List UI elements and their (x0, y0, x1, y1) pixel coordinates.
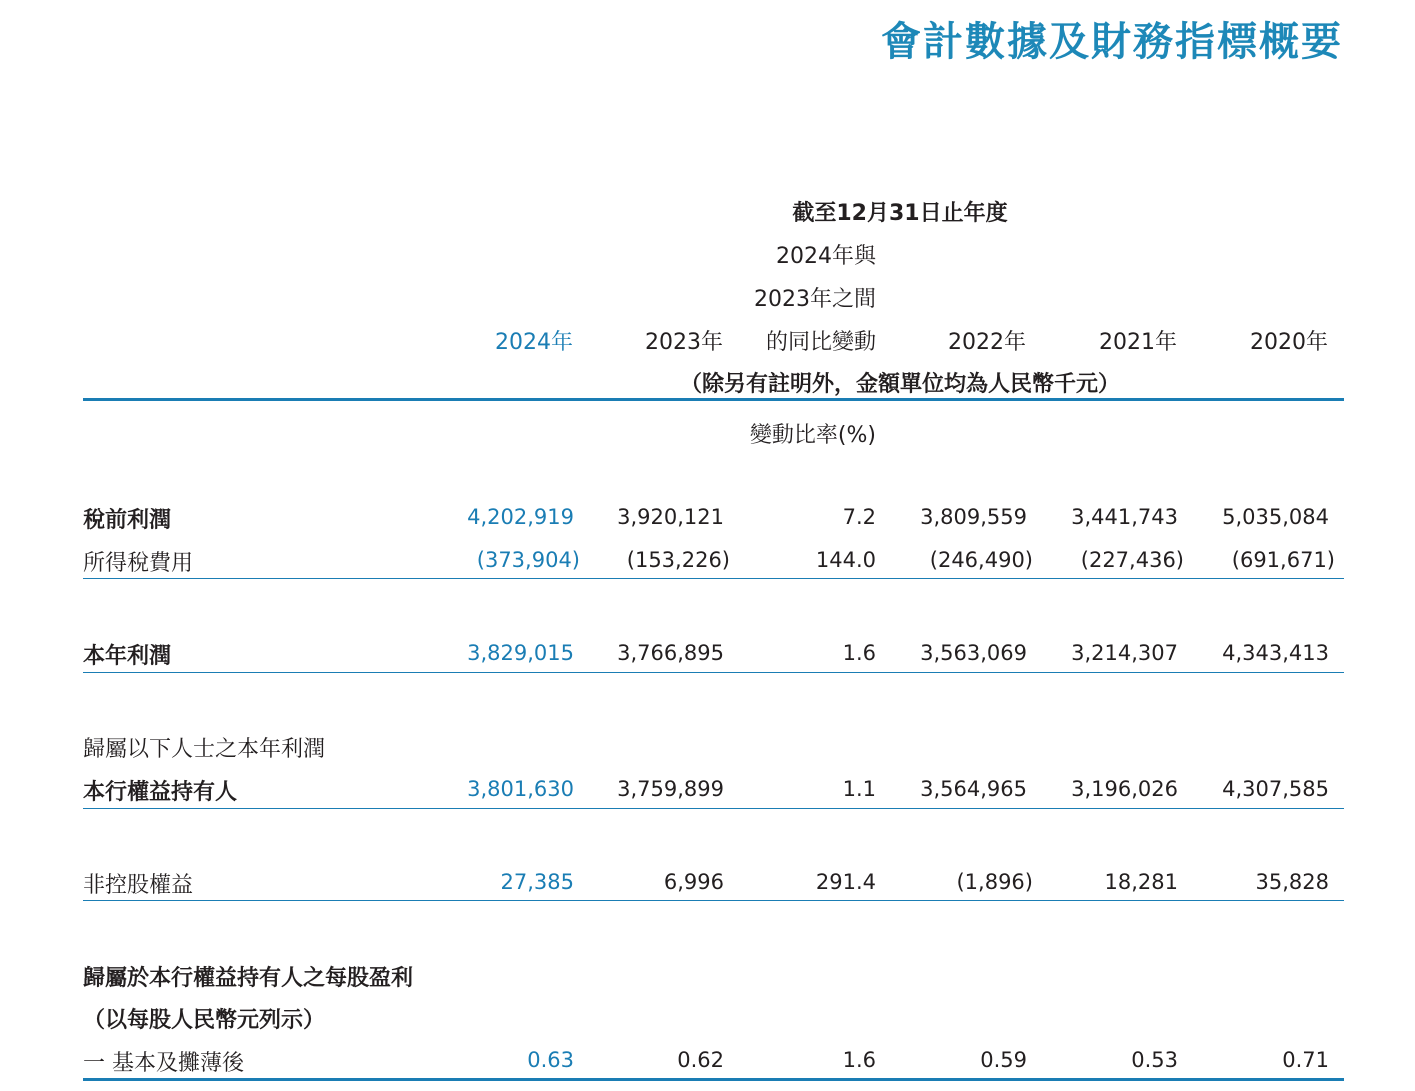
row-divider (83, 900, 1344, 901)
group-label-eps: 歸屬於本行權益持有人之每股盈利 (83, 966, 414, 991)
cell-change: 7.2 (842, 505, 876, 529)
cell-2022: (246,490) (929, 548, 1033, 572)
cell-2024: 0.63 (527, 1048, 574, 1072)
cell-2024: 27,385 (500, 870, 574, 894)
group-sublabel-eps-unit: （以每股人民幣元列示） (83, 1008, 326, 1033)
cell-2022: 3,563,069 (920, 641, 1027, 665)
row-label-non-controlling: 非控股權益 (83, 873, 194, 898)
header-rule (83, 398, 1344, 401)
col-header-2024: 2024年 (495, 330, 573, 355)
cell-2023: 3,759,899 (617, 777, 724, 801)
cell-2024: (373,904) (476, 548, 580, 572)
cell-2023: 3,766,895 (617, 641, 724, 665)
table-bottom-rule (83, 1078, 1344, 1081)
cell-2022: (1,896) (956, 870, 1033, 894)
cell-2020: 4,343,413 (1222, 641, 1329, 665)
cell-change: 1.1 (842, 777, 876, 801)
change-header-line1: 2024年與 (776, 244, 876, 269)
cell-2022: 3,564,965 (920, 777, 1027, 801)
cell-change: 291.4 (815, 870, 876, 894)
col-header-2023: 2023年 (645, 330, 723, 355)
change-header-line3: 的同比變動 (765, 330, 876, 355)
col-header-2021: 2021年 (1099, 330, 1177, 355)
cell-2020: 5,035,084 (1222, 505, 1329, 529)
cell-2020: 4,307,585 (1222, 777, 1329, 801)
cell-2022: 0.59 (980, 1048, 1027, 1072)
col-header-2020: 2020年 (1250, 330, 1328, 355)
cell-2021: 18,281 (1104, 870, 1178, 894)
row-divider (83, 808, 1344, 809)
row-label-income-tax: 所得稅費用 (83, 551, 194, 576)
cell-2023: 0.62 (677, 1048, 724, 1072)
cell-change: 144.0 (815, 548, 876, 572)
row-label-pretax-profit: 稅前利潤 (83, 508, 172, 533)
cell-2021: 3,196,026 (1071, 777, 1178, 801)
unit-note: （除另有註明外，金額單位均為人民幣千元） (679, 372, 1120, 397)
cell-change: 1.6 (842, 641, 876, 665)
cell-2023: 3,920,121 (617, 505, 724, 529)
row-label-basic-diluted: 一 基本及攤薄後 (83, 1051, 244, 1076)
cell-2024: 4,202,919 (467, 505, 574, 529)
row-label-equity-holders: 本行權益持有人 (83, 780, 238, 805)
cell-2024: 3,801,630 (467, 777, 574, 801)
change-unit-label: 變動比率(%) (749, 423, 876, 448)
cell-change: 1.6 (842, 1048, 876, 1072)
row-divider (83, 578, 1344, 579)
cell-2021: 3,214,307 (1071, 641, 1178, 665)
cell-2023: 6,996 (663, 870, 724, 894)
cell-2024: 3,829,015 (467, 641, 574, 665)
cell-2021: 0.53 (1131, 1048, 1178, 1072)
period-header: 截至12月31日止年度 (792, 201, 1008, 226)
change-header-line2: 2023年之間 (754, 287, 876, 312)
cell-2020: 0.71 (1282, 1048, 1329, 1072)
cell-2020: (691,671) (1231, 548, 1335, 572)
cell-2023: (153,226) (626, 548, 730, 572)
cell-2021: (227,436) (1080, 548, 1184, 572)
col-header-2022: 2022年 (948, 330, 1026, 355)
cell-2020: 35,828 (1255, 870, 1329, 894)
group-label-profit-attributable: 歸屬以下人士之本年利潤 (83, 737, 326, 762)
cell-2022: 3,809,559 (920, 505, 1027, 529)
page-title: 會計數據及財務指標概要 (881, 19, 1343, 65)
row-label-net-profit: 本年利潤 (83, 644, 172, 669)
row-divider (83, 672, 1344, 673)
cell-2021: 3,441,743 (1071, 505, 1178, 529)
